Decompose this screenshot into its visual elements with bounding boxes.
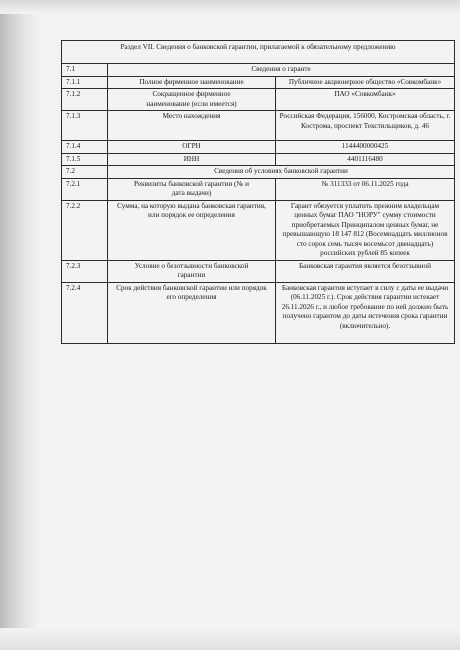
table-row: [62, 282, 455, 343]
table-row: [62, 111, 455, 141]
row-label: ОГРН: [108, 141, 276, 154]
table-row: [62, 76, 455, 89]
row-label: Срок действия банковской гарантии или порядок его определения: [108, 282, 276, 343]
row-number: 7.2.3: [62, 260, 108, 282]
section-title-row: [62, 41, 455, 64]
guarantee-table: [61, 40, 455, 344]
row-number: 7.2.1: [62, 178, 108, 200]
table-row: [62, 166, 455, 179]
table-row: [62, 153, 455, 166]
row-value: Гарант обязуется уплатить прежним владельцам ценных бумаг ПАО "НОРУ" сумму стоимости приобретаемых Принципалом ценных бумаг, не превышающую 18 147 812 (Восемнадцать миллионов сто сорок семь тысяч восемьсот двенадцать) российских рублей 85 копеек: [276, 200, 455, 260]
table-row: [62, 89, 455, 111]
row-value: Российская Федерация, 156000, Костромская область, г. Кострома, проспект Текстильщиков, д. 46: [276, 111, 455, 141]
row-number: 7.1.3: [62, 111, 108, 141]
row-label: ИНН: [108, 153, 276, 166]
row-label: Реквизиты банковской гарантии (№ и дата выдачи): [108, 178, 276, 200]
row-number: 7.2: [62, 166, 108, 179]
table-row: [62, 141, 455, 154]
row-number: 7.1: [62, 64, 108, 77]
row-number: 7.1.5: [62, 153, 108, 166]
row-number: 7.1.2: [62, 89, 108, 111]
subsection-heading: Сведения о гаранте: [108, 64, 455, 77]
row-number: 7.2.2: [62, 200, 108, 260]
table-row: [62, 64, 455, 77]
row-number: 7.2.4: [62, 282, 108, 343]
row-value: Публичное акционерное общество «Совкомбанк»: [276, 76, 455, 89]
row-value: № 311333 от 06.11.2025 года: [276, 178, 455, 200]
section-title: Раздел VII. Сведения о банковской гарантии, прилагаемой к обязательному предложению: [62, 41, 455, 64]
row-value: 1144400000425: [276, 141, 455, 154]
scan-left-edge-shadow: [0, 0, 40, 650]
row-value: Банковская гарантия является безотзывной: [276, 260, 455, 282]
row-value: ПАО «Совкомбанк»: [276, 89, 455, 111]
row-label: Место нахождения: [108, 111, 276, 141]
row-label: Полное фирменное наименование: [108, 76, 276, 89]
row-value: Банковская гарантия вступает в силу с даты ее выдачи (06.11.2025 г.). Срок действия гарантии истекает 26.11.2026 г., и любое требование по ней должно быть получено гарантом до даты истечения срока гарантии (включительно).: [276, 282, 455, 343]
row-value: 4401116480: [276, 153, 455, 166]
row-label: Сокращенное фирменное наименование (если имеется): [108, 89, 276, 111]
scan-bottom-shade: [0, 628, 460, 650]
row-label: Сумма, на которую выдана банковская гарантия, или порядок ее определения: [108, 200, 276, 260]
row-number: 7.1.4: [62, 141, 108, 154]
row-number: 7.1.1: [62, 76, 108, 89]
scan-top-edge-shadow: [0, 0, 460, 14]
table-row: [62, 260, 455, 282]
table-row: [62, 178, 455, 200]
table-row: [62, 200, 455, 260]
row-label: Условие о безотзывности банковской гарантии: [108, 260, 276, 282]
subsection-heading: Сведения об условиях банковской гарантии: [108, 166, 455, 179]
